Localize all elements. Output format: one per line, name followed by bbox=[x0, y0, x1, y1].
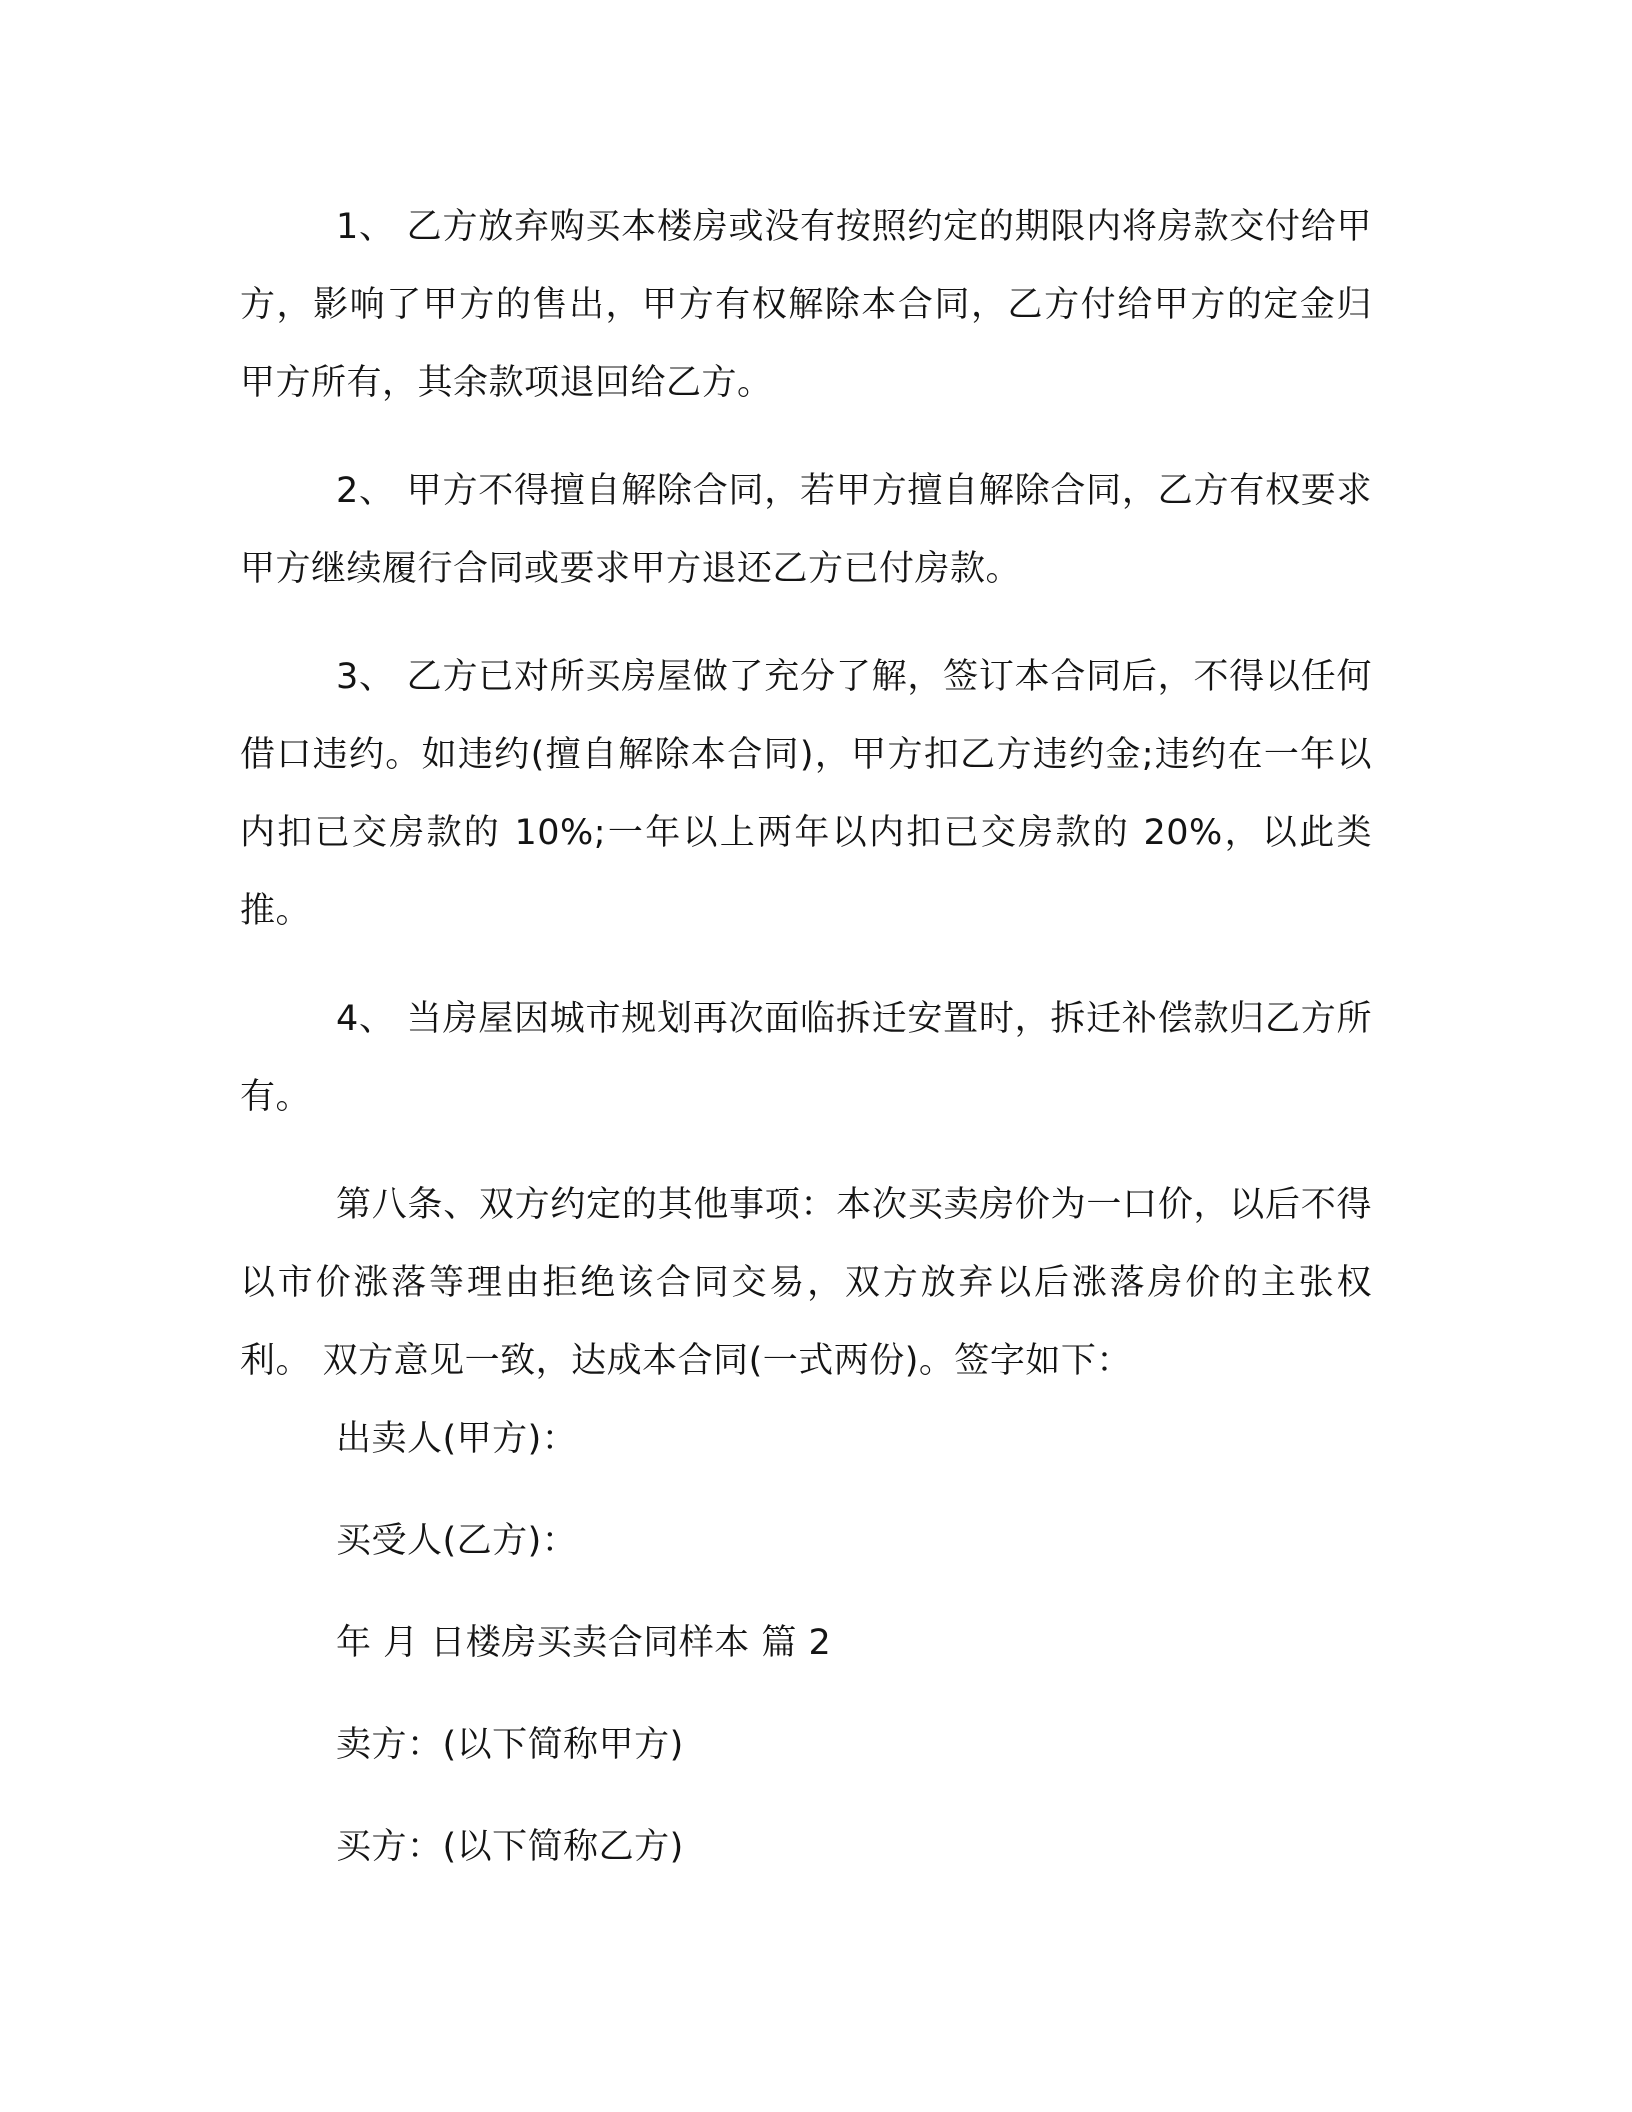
buyer-party-line: 买方：(以下简称乙方) bbox=[336, 1827, 684, 1867]
seller-signature-line: 出卖人(甲方)： bbox=[336, 1419, 578, 1459]
date-and-section-title: 年 月 日楼房买卖合同样本 篇 2 bbox=[336, 1623, 832, 1663]
clause-1-paragraph: 1、 乙方放弃购买本楼房或没有按照约定的期限内将房款交付给甲方，影响了甲方的售出，甲方有权解除本合同，乙方付给甲方的定金归甲方所有，其余款项退回给乙方。 bbox=[240, 207, 1372, 403]
clause-4-paragraph: 4、 当房屋因城市规划再次面临拆迁安置时，拆迁补偿款归乙方所有。 bbox=[240, 999, 1372, 1117]
clause-3-paragraph: 3、 乙方已对所买房屋做了充分了解，签订本合同后，不得以任何借口违约。如违约(擅自解除本合同)，甲方扣乙方违约金;违约在一年以内扣已交房款的 10%;一年以上两年以内扣已交房款的 20%，以此类推。 bbox=[240, 657, 1372, 931]
buyer-signature-line: 买受人(乙方)： bbox=[336, 1521, 578, 1561]
seller-party-line: 卖方：(以下简称甲方) bbox=[336, 1725, 684, 1765]
article-8-paragraph: 第八条、双方约定的其他事项：本次买卖房价为一口价，以后不得以市价涨落等理由拒绝该合同交易，双方放弃以后涨落房价的主张权利。 双方意见一致，达成本合同(一式两份)。签字如下： bbox=[240, 1185, 1372, 1381]
document-page bbox=[240, 188, 1372, 1886]
clause-2-paragraph: 2、 甲方不得擅自解除合同，若甲方擅自解除合同，乙方有权要求甲方继续履行合同或要求甲方退还乙方已付房款。 bbox=[240, 471, 1372, 589]
